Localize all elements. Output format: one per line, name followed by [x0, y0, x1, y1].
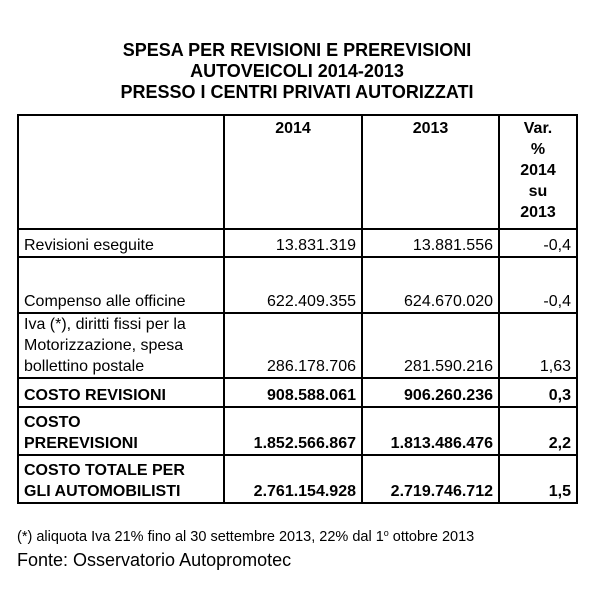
- header-label-cell: [18, 115, 224, 229]
- value-2013: 624.670.020: [362, 257, 499, 313]
- table-row: [18, 313, 577, 378]
- value-2013: 281.590.216: [362, 313, 499, 378]
- row-label: Compenso alle officine: [18, 257, 224, 313]
- header-variation: [499, 115, 577, 229]
- row-label: [18, 313, 224, 378]
- table-header-row: [18, 115, 577, 229]
- footnote-text: (*) aliquota Iva 21% fino al 30 settembre 2013, 22% dal 1: [17, 529, 384, 545]
- table-row: [18, 257, 577, 313]
- value-2014: 908.588.061: [224, 378, 362, 407]
- footnote: [17, 524, 474, 546]
- title-line-2: AUTOVEICOLI 2014-2013: [190, 61, 404, 81]
- row-label: [18, 455, 224, 503]
- header-var-line: Var.: [523, 120, 553, 137]
- header-var-line: 2014: [520, 162, 556, 179]
- value-2013: 2.719.746.712: [362, 455, 499, 503]
- title-line-1: SPESA PER REVISIONI E PREREVISIONI: [122, 40, 472, 60]
- expense-table: [17, 114, 578, 504]
- row-label-line: Iva (*), diritti fissi per la: [24, 316, 186, 333]
- value-variation: 0,3: [499, 378, 577, 407]
- row-label-line: Motorizzazione, spesa: [24, 337, 184, 354]
- value-variation: -0,4: [499, 257, 577, 313]
- footnote-ordinal: o: [383, 528, 389, 538]
- value-2013: 906.260.236: [362, 378, 499, 407]
- value-2014: 286.178.706: [224, 313, 362, 378]
- row-label-line: GLI AUTOMOBILISTI: [24, 483, 181, 500]
- value-variation: 2,2: [499, 407, 577, 455]
- value-2014: 2.761.154.928: [224, 455, 362, 503]
- row-label-line: COSTO: [24, 414, 81, 431]
- header-2014: 2014: [224, 115, 362, 229]
- table-row-total: [18, 455, 577, 503]
- title-line-3: PRESSO I CENTRI PRIVATI AUTORIZZATI: [120, 82, 474, 102]
- value-2014: 13.831.319: [224, 229, 362, 257]
- value-2013: 13.881.556: [362, 229, 499, 257]
- value-2013: 1.813.486.476: [362, 407, 499, 455]
- row-label: [18, 407, 224, 455]
- row-label-line: COSTO TOTALE PER: [24, 462, 185, 479]
- value-variation: 1,63: [499, 313, 577, 378]
- value-variation: -0,4: [499, 229, 577, 257]
- header-var-line: %: [530, 141, 546, 158]
- source-credit: Fonte: Osservatorio Autopromotec: [17, 550, 292, 570]
- header-var-line: su: [528, 183, 548, 200]
- row-label-line: bollettino postale: [24, 358, 145, 375]
- row-label-line: PREREVISIONI: [24, 435, 138, 452]
- table-row: [18, 229, 577, 257]
- value-variation: 1,5: [499, 455, 577, 503]
- table-row-total: [18, 378, 577, 407]
- value-2014: 1.852.566.867: [224, 407, 362, 455]
- row-label: COSTO REVISIONI: [18, 378, 224, 407]
- footnote-text-end: ottobre 2013: [388, 529, 475, 545]
- row-label: Revisioni eseguite: [18, 229, 224, 257]
- header-var-line: 2013: [520, 204, 556, 221]
- value-2014: 622.409.355: [224, 257, 362, 313]
- table-row-total: [18, 407, 577, 455]
- header-2013: 2013: [362, 115, 499, 229]
- document-title: [0, 40, 594, 103]
